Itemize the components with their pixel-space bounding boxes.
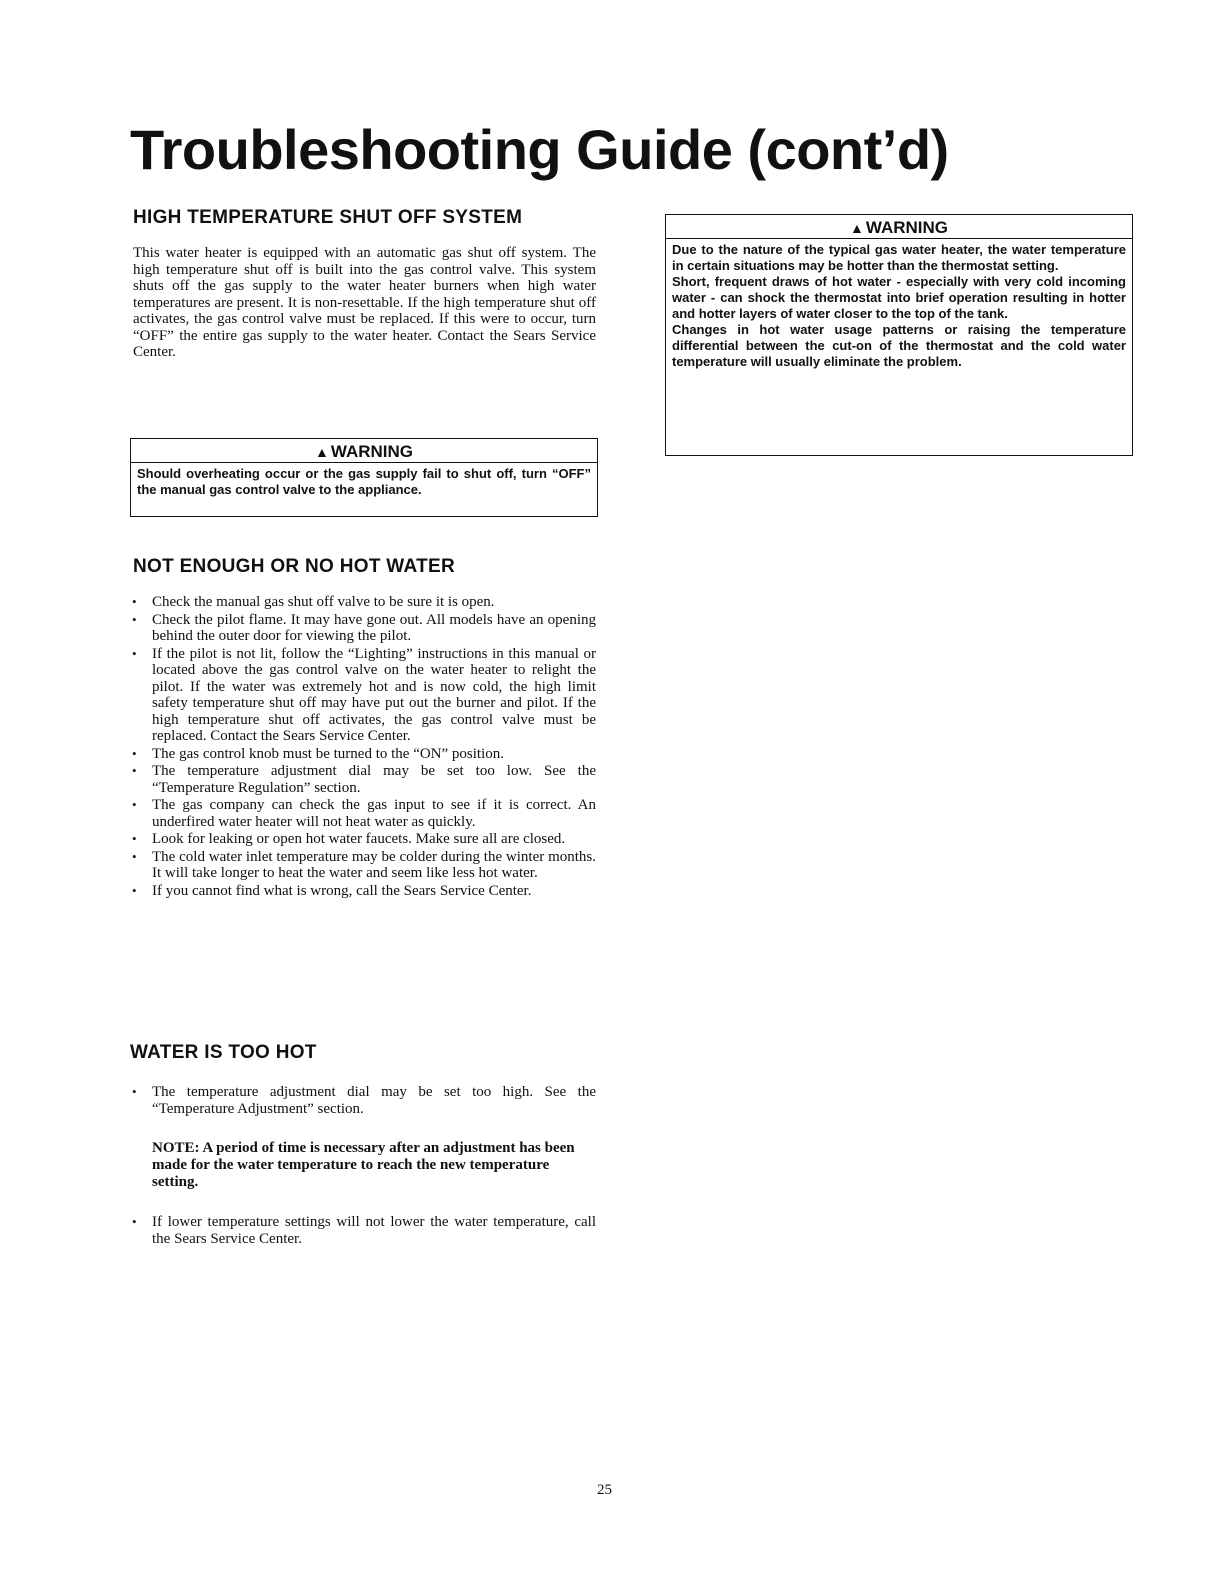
warning-triangle-icon: ▲: [314, 444, 329, 460]
list-item: • The cold water inlet temperature may be colder during the winter months. It will take longer to heat the water and seem like less hot water.: [130, 849, 596, 882]
list-item: • If the pilot is not lit, follow the “Lighting” instructions in this manual or located above the gas control valve on the water heater to relight the pilot. If the water was extremely hot and is now cold, the high limit safety temperature shut off may have put out the burner and pilot. If the high temperature shut off activates, the gas control valve must be replaced. Contact the Sears Service Center.: [130, 646, 596, 745]
warning-text-right: [666, 239, 1132, 374]
list-item: • The gas company can check the gas input to see if it is correct. An underfired water heater will not heat water as quickly.: [130, 797, 596, 830]
warning-paragraph: Due to the nature of the typical gas water heater, the water temperature in certain situations may be hotter than the thermostat setting.: [672, 242, 1126, 273]
list-item: • If you cannot find what is wrong, call the Sears Service Center.: [130, 883, 596, 900]
warning-label: WARNING: [865, 218, 949, 237]
too-hot-heading: WATER IS TOO HOT: [130, 1042, 317, 1063]
list-item: • If lower temperature settings will not lower the water temperature, call the Sears Service Center.: [130, 1214, 596, 1247]
warning-header-left: [131, 439, 597, 463]
warning-label: WARNING: [330, 442, 414, 461]
list-item: • The temperature adjustment dial may be set too low. See the “Temperature Regulation” section.: [130, 763, 596, 796]
warning-paragraph: Short, frequent draws of hot water - especially with very cold incoming water - can shock the thermostat into brief operation resulting in hotter and hotter layers of water closer to the top of the tank.: [672, 274, 1126, 321]
warning-header-right: [666, 215, 1132, 239]
not-enough-heading: NOT ENOUGH OR NO HOT WATER: [133, 556, 455, 577]
warning-text-left: Should overheating occur or the gas supply fail to shut off, turn “OFF” the manual gas control valve to the appliance.: [137, 466, 591, 497]
list-item: • The temperature adjustment dial may be set too high. See the “Temperature Adjustment” section.: [130, 1084, 596, 1117]
warning-box-right: [665, 214, 1133, 456]
not-enough-list: [130, 594, 596, 900]
list-item: • The gas control knob must be turned to the “ON” position.: [130, 746, 596, 763]
page-title: Troubleshooting Guide (cont’d): [130, 118, 949, 181]
warning-box-left: [130, 438, 598, 517]
high-temp-body: This water heater is equipped with an automatic gas shut off system. The high temperature shut off is built into the gas control valve. This system shuts off the gas supply to the water heater burners when high water temperatures are present. It is non-resettable. If the high temperature shut off activates, the gas control valve must be replaced. If this were to occur, turn “OFF” the entire gas supply to the water heater. Contact the Sears Service Center.: [133, 245, 596, 360]
list-item: • Check the pilot flame. It may have gone out. All models have an opening behind the outer door for viewing the pilot.: [130, 612, 596, 645]
warning-triangle-icon: ▲: [849, 220, 864, 236]
list-item: • Look for leaking or open hot water faucets. Make sure all are closed.: [130, 831, 596, 848]
too-hot-list-2: [130, 1214, 596, 1248]
list-item: • Check the manual gas shut off valve to be sure it is open.: [130, 594, 596, 611]
warning-paragraph: Changes in hot water usage patterns or raising the temperature differential between the cut-on of the thermostat and the cold water temperature will usually eliminate the problem.: [672, 322, 1126, 369]
adjustment-note: NOTE: A period of time is necessary after an adjustment has been made for the water temperature to reach the new temperature setting.: [152, 1140, 575, 1190]
high-temp-heading: HIGH TEMPERATURE SHUT OFF SYSTEM: [133, 207, 523, 228]
too-hot-list-1: [130, 1084, 596, 1118]
page-number: 25: [597, 1482, 612, 1498]
